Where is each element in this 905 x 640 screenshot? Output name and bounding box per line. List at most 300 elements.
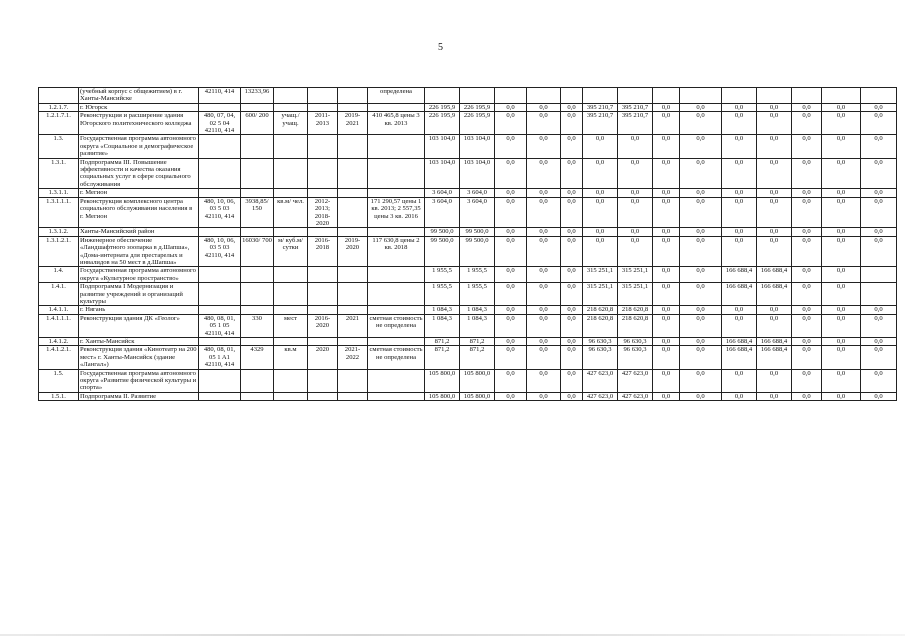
- object-name: Государственная программа автономного округа «Культурное пространство»: [79, 267, 199, 283]
- budget-code: [199, 189, 241, 197]
- amount-col-6: 315 251,1: [583, 283, 618, 306]
- capacity-unit: кв.м/ чел.: [274, 197, 308, 228]
- amount-col-6: 96 630,3: [583, 338, 618, 346]
- amount-col-5: 0,0: [561, 158, 583, 189]
- capacity: [241, 369, 274, 392]
- amount-col-6: [583, 88, 618, 104]
- construction-period: 2021-2022: [338, 346, 368, 369]
- budget-code: 42110, 414: [199, 88, 241, 104]
- table-row: [39, 228, 897, 236]
- amount-col-1: 103 104,0: [425, 135, 460, 158]
- construction-period: [338, 392, 368, 400]
- capacity-unit: [274, 338, 308, 346]
- amount-col-8: 0,0: [653, 338, 680, 346]
- amount-col-4: 0,0: [527, 338, 561, 346]
- row-number: [39, 88, 79, 104]
- budget-code: [199, 158, 241, 189]
- table-body: [39, 88, 897, 401]
- amount-col-3: 0,0: [495, 103, 527, 111]
- amount-col-4: 0,0: [527, 228, 561, 236]
- table-row: [39, 135, 897, 158]
- design-period: [308, 283, 338, 306]
- design-period: [308, 392, 338, 400]
- table-row: [39, 189, 897, 197]
- estimated-cost: [368, 189, 425, 197]
- design-period: [308, 228, 338, 236]
- budget-code: [199, 135, 241, 158]
- table-row: [39, 314, 897, 337]
- amount-col-1: 1 955,5: [425, 267, 460, 283]
- row-number: 1.5.: [39, 369, 79, 392]
- amount-col-2: 871,2: [460, 346, 495, 369]
- capacity: [241, 135, 274, 158]
- amount-col-3: 0,0: [495, 283, 527, 306]
- capacity-unit: [274, 103, 308, 111]
- amount-col-13: [822, 88, 861, 104]
- amount-col-3: 0,0: [495, 306, 527, 314]
- amount-col-8: 0,0: [653, 236, 680, 267]
- amount-col-11: 166 688,4: [757, 267, 792, 283]
- amount-col-12: 0,0: [792, 236, 822, 267]
- construction-period: [338, 369, 368, 392]
- design-period: 2011-2013: [308, 112, 338, 135]
- amount-col-9: 0,0: [680, 283, 722, 306]
- amount-col-12: 0,0: [792, 228, 822, 236]
- amount-col-9: 0,0: [680, 236, 722, 267]
- amount-col-12: 0,0: [792, 314, 822, 337]
- design-period: [308, 135, 338, 158]
- amount-col-6: 427 623,0: [583, 392, 618, 400]
- amount-col-5: 0,0: [561, 346, 583, 369]
- amount-col-3: 0,0: [495, 392, 527, 400]
- amount-col-13: 0,0: [822, 135, 861, 158]
- table-row: [39, 369, 897, 392]
- amount-col-9: [680, 88, 722, 104]
- capacity: [241, 158, 274, 189]
- amount-col-2: [460, 88, 495, 104]
- amount-col-6: 218 620,8: [583, 314, 618, 337]
- estimated-cost: 117 630,8 цены 2 кв. 2018: [368, 236, 425, 267]
- row-number: 1.4.1.1.: [39, 306, 79, 314]
- amount-col-5: 0,0: [561, 236, 583, 267]
- row-number: 1.4.1.2.1.: [39, 346, 79, 369]
- design-period: [308, 103, 338, 111]
- capacity-unit: [274, 158, 308, 189]
- page-number: 5: [438, 42, 443, 53]
- estimated-cost: 171 290,57 цены 1 кв. 2013; 2 557,35 цены 3 кв. 2016: [368, 197, 425, 228]
- amount-col-10: 0,0: [722, 112, 757, 135]
- amount-col-14: [861, 88, 897, 104]
- amount-col-4: 0,0: [527, 392, 561, 400]
- design-period: [308, 189, 338, 197]
- amount-col-13: 0,0: [822, 267, 861, 283]
- amount-col-9: 0,0: [680, 338, 722, 346]
- amount-col-6: 0,0: [583, 228, 618, 236]
- budget-code: 480, 08, 01, 05 1 A1 42110, 414: [199, 346, 241, 369]
- amount-col-8: 0,0: [653, 135, 680, 158]
- object-name: Реконструкция и расширение здания Югорского политехнического колледжа: [79, 112, 199, 135]
- amount-col-13: 0,0: [822, 103, 861, 111]
- amount-col-9: 0,0: [680, 306, 722, 314]
- amount-col-1: 226 195,9: [425, 103, 460, 111]
- row-number: 1.2.1.7.: [39, 103, 79, 111]
- amount-col-14: [861, 267, 897, 283]
- table-row: [39, 236, 897, 267]
- amount-col-14: 0,0: [861, 306, 897, 314]
- object-name: Реконструкция здания ДК «Геолог»: [79, 314, 199, 337]
- amount-col-6: 0,0: [583, 236, 618, 267]
- amount-col-1: 3 604,0: [425, 197, 460, 228]
- amount-col-8: 0,0: [653, 306, 680, 314]
- table-row: [39, 392, 897, 400]
- table-row: [39, 103, 897, 111]
- row-number: 1.5.1.: [39, 392, 79, 400]
- amount-col-4: 0,0: [527, 158, 561, 189]
- amount-col-6: 0,0: [583, 135, 618, 158]
- amount-col-12: 0,0: [792, 283, 822, 306]
- amount-col-8: 0,0: [653, 314, 680, 337]
- capacity: [241, 306, 274, 314]
- design-period: [308, 338, 338, 346]
- capacity-unit: мест: [274, 314, 308, 337]
- amount-col-1: 871,2: [425, 346, 460, 369]
- estimated-cost: [368, 158, 425, 189]
- amount-col-7: 218 620,8: [618, 314, 653, 337]
- construction-period: [338, 189, 368, 197]
- capacity-unit: [274, 228, 308, 236]
- capacity: 3938,85/ 150: [241, 197, 274, 228]
- amount-col-1: 871,2: [425, 338, 460, 346]
- amount-col-3: 0,0: [495, 267, 527, 283]
- amount-col-12: 0,0: [792, 369, 822, 392]
- amount-col-2: 871,2: [460, 338, 495, 346]
- design-period: 2020: [308, 346, 338, 369]
- amount-col-12: [792, 88, 822, 104]
- amount-col-13: 0,0: [822, 112, 861, 135]
- estimated-cost: [368, 228, 425, 236]
- amount-col-13: 0,0: [822, 158, 861, 189]
- amount-col-9: 0,0: [680, 112, 722, 135]
- amount-col-4: 0,0: [527, 267, 561, 283]
- amount-col-4: 0,0: [527, 189, 561, 197]
- amount-col-1: 1 955,5: [425, 283, 460, 306]
- amount-col-7: 315 251,1: [618, 267, 653, 283]
- capacity-unit: [274, 306, 308, 314]
- construction-period: [338, 135, 368, 158]
- amount-col-11: 0,0: [757, 392, 792, 400]
- amount-col-7: 0,0: [618, 135, 653, 158]
- object-name: г. Нягань: [79, 306, 199, 314]
- capacity: [241, 392, 274, 400]
- amount-col-9: 0,0: [680, 392, 722, 400]
- amount-col-1: 99 500,0: [425, 228, 460, 236]
- design-period: 2016-2020: [308, 314, 338, 337]
- amount-col-4: 0,0: [527, 306, 561, 314]
- capacity: 4329: [241, 346, 274, 369]
- table-row: [39, 283, 897, 306]
- amount-col-12: 0,0: [792, 112, 822, 135]
- estimated-cost: [368, 135, 425, 158]
- estimated-cost: [368, 103, 425, 111]
- amount-col-3: 0,0: [495, 135, 527, 158]
- amount-col-6: 395 210,7: [583, 103, 618, 111]
- amount-col-4: 0,0: [527, 112, 561, 135]
- amount-col-6: 96 630,3: [583, 346, 618, 369]
- budget-code: [199, 338, 241, 346]
- amount-col-9: 0,0: [680, 267, 722, 283]
- object-name: Государственная программа автономного округа «Социальное и демографическое развитие»: [79, 135, 199, 158]
- capacity-unit: [274, 189, 308, 197]
- budget-code: 480, 10, 06, 03 5 03 42110, 414: [199, 236, 241, 267]
- amount-col-13: 0,0: [822, 306, 861, 314]
- amount-col-12: 0,0: [792, 189, 822, 197]
- amount-col-8: 0,0: [653, 369, 680, 392]
- row-number: 1.3.1.2.: [39, 228, 79, 236]
- amount-col-14: 0,0: [861, 112, 897, 135]
- amount-col-12: 0,0: [792, 158, 822, 189]
- table-row: [39, 338, 897, 346]
- amount-col-5: 0,0: [561, 103, 583, 111]
- table-row: [39, 267, 897, 283]
- amount-col-11: 0,0: [757, 135, 792, 158]
- table-row: [39, 88, 897, 104]
- amount-col-9: 0,0: [680, 314, 722, 337]
- amount-col-14: 0,0: [861, 103, 897, 111]
- amount-col-5: 0,0: [561, 314, 583, 337]
- amount-col-7: [618, 88, 653, 104]
- budget-code: 480, 07, 04, 02 5 04 42110, 414: [199, 112, 241, 135]
- amount-col-5: 0,0: [561, 369, 583, 392]
- estimated-cost: [368, 283, 425, 306]
- budget-code: 480, 10, 06, 03 5 03 42110, 414: [199, 197, 241, 228]
- amount-col-1: 105 800,0: [425, 392, 460, 400]
- amount-col-1: 3 604,0: [425, 189, 460, 197]
- amount-col-3: 0,0: [495, 197, 527, 228]
- amount-col-9: 0,0: [680, 158, 722, 189]
- construction-period: [338, 158, 368, 189]
- amount-col-2: 226 195,9: [460, 103, 495, 111]
- estimated-cost: [368, 338, 425, 346]
- amount-col-3: 0,0: [495, 112, 527, 135]
- amount-col-8: [653, 88, 680, 104]
- amount-col-9: 0,0: [680, 346, 722, 369]
- amount-col-12: 0,0: [792, 306, 822, 314]
- amount-col-1: [425, 88, 460, 104]
- capacity: [241, 283, 274, 306]
- budget-code: [199, 306, 241, 314]
- amount-col-8: 0,0: [653, 189, 680, 197]
- amount-col-1: 103 104,0: [425, 158, 460, 189]
- table-row: [39, 158, 897, 189]
- object-name: Ханты-Мансийский район: [79, 228, 199, 236]
- amount-col-11: 0,0: [757, 112, 792, 135]
- construction-period: [338, 283, 368, 306]
- amount-col-2: 99 500,0: [460, 236, 495, 267]
- object-name: Реконструкция здания «Кинотеатр на 200 мест» г. Ханты-Мансийск (здание «Лангал»): [80, 346, 197, 369]
- amount-col-2: 1 084,3: [460, 306, 495, 314]
- budget-code: [199, 283, 241, 306]
- amount-col-13: 0,0: [822, 189, 861, 197]
- amount-col-11: 0,0: [757, 197, 792, 228]
- design-period: [308, 88, 338, 104]
- amount-col-7: 0,0: [618, 236, 653, 267]
- amount-col-8: 0,0: [653, 197, 680, 228]
- budget-code: [199, 228, 241, 236]
- capacity: 13233,96: [241, 88, 274, 104]
- amount-col-2: 3 604,0: [460, 189, 495, 197]
- amount-col-8: 0,0: [653, 267, 680, 283]
- estimated-cost: [368, 306, 425, 314]
- amount-col-14: 0,0: [861, 314, 897, 337]
- amount-col-3: 0,0: [495, 228, 527, 236]
- amount-col-10: 166 688,4: [722, 267, 757, 283]
- budget-code: [199, 392, 241, 400]
- amount-col-11: [757, 88, 792, 104]
- capacity-unit: [274, 369, 308, 392]
- row-number: 1.4.1.2.: [39, 338, 79, 346]
- amount-col-8: 0,0: [653, 112, 680, 135]
- object-name: Подпрограмма II. Развитие: [79, 392, 199, 400]
- amount-col-6: 427 623,0: [583, 369, 618, 392]
- construction-period: [338, 228, 368, 236]
- amount-col-11: 0,0: [757, 306, 792, 314]
- amount-col-13: 0,0: [822, 283, 861, 306]
- amount-col-3: 0,0: [495, 338, 527, 346]
- row-number: 1.3.1.: [39, 158, 79, 189]
- amount-col-5: 0,0: [561, 112, 583, 135]
- amount-col-6: 315 251,1: [583, 267, 618, 283]
- amount-col-12: 0,0: [792, 197, 822, 228]
- amount-col-9: 0,0: [680, 189, 722, 197]
- amount-col-7: 315 251,1: [618, 283, 653, 306]
- amount-col-1: 105 800,0: [425, 369, 460, 392]
- amount-col-14: 0,0: [861, 197, 897, 228]
- amount-col-4: 0,0: [527, 103, 561, 111]
- amount-col-7: 0,0: [618, 158, 653, 189]
- row-number: 1.3.1.1.1.: [39, 197, 79, 228]
- amount-col-10: 0,0: [722, 306, 757, 314]
- object-name: г. Мегион: [79, 189, 199, 197]
- capacity-unit: [274, 88, 308, 104]
- scan-edge: [0, 634, 905, 636]
- amount-col-6: 0,0: [583, 189, 618, 197]
- amount-col-9: 0,0: [680, 369, 722, 392]
- amount-col-2: 1 955,5: [460, 283, 495, 306]
- amount-col-3: 0,0: [495, 369, 527, 392]
- amount-col-12: 0,0: [792, 103, 822, 111]
- object-name: (учебный корпус с общежитием) в г. Ханты-Мансийске: [79, 88, 199, 104]
- object-name: Инженерное обеспечение «Ландшафтного зоопарка в д.Шапша», «Дома-интерната для престарелых и инвалидов на 50 мест в д.Шапша»: [79, 236, 199, 267]
- amount-col-2: 103 104,0: [460, 158, 495, 189]
- amount-col-14: 0,0: [861, 158, 897, 189]
- design-period: [308, 158, 338, 189]
- amount-col-9: 0,0: [680, 103, 722, 111]
- amount-col-3: 0,0: [495, 236, 527, 267]
- amount-col-10: 166 688,4: [722, 338, 757, 346]
- amount-col-13: 0,0: [822, 228, 861, 236]
- amount-col-7: 427 623,0: [618, 392, 653, 400]
- capacity-unit: учащ./ учащ.: [274, 112, 308, 135]
- construction-period: [338, 306, 368, 314]
- amount-col-4: 0,0: [527, 314, 561, 337]
- amount-col-12: 0,0: [792, 346, 822, 369]
- construction-period: 2019-2021: [338, 112, 368, 135]
- capacity: 600/ 200: [241, 112, 274, 135]
- amount-col-5: 0,0: [561, 189, 583, 197]
- amount-col-2: 105 800,0: [460, 369, 495, 392]
- amount-col-11: 0,0: [757, 189, 792, 197]
- estimated-cost: [368, 267, 425, 283]
- object-name: Реконструкция комплексного центра социального обслуживания населения в г. Мегион: [79, 197, 199, 228]
- capacity: [241, 103, 274, 111]
- amount-col-4: 0,0: [527, 346, 561, 369]
- amount-col-7: 395 210,7: [618, 112, 653, 135]
- amount-col-5: 0,0: [561, 283, 583, 306]
- amount-col-4: 0,0: [527, 236, 561, 267]
- amount-col-9: 0,0: [680, 135, 722, 158]
- budget-code: [199, 103, 241, 111]
- amount-col-4: 0,0: [527, 197, 561, 228]
- amount-col-11: 166 688,4: [757, 283, 792, 306]
- table-row: [39, 112, 897, 135]
- amount-col-11: 0,0: [757, 236, 792, 267]
- capacity-unit: [274, 283, 308, 306]
- table-row: [39, 306, 897, 314]
- amount-col-13: 0,0: [822, 369, 861, 392]
- amount-col-2: 99 500,0: [460, 228, 495, 236]
- estimated-cost: определена: [368, 88, 425, 104]
- amount-col-14: [861, 283, 897, 306]
- amount-col-1: 1 084,3: [425, 314, 460, 337]
- amount-col-14: 0,0: [861, 135, 897, 158]
- capacity-unit: [274, 135, 308, 158]
- budget-code: 480, 08, 01, 05 1 05 42110, 414: [199, 314, 241, 337]
- amount-col-10: 0,0: [722, 236, 757, 267]
- amount-col-4: [527, 88, 561, 104]
- amount-col-3: 0,0: [495, 314, 527, 337]
- amount-col-10: 0,0: [722, 197, 757, 228]
- amount-col-7: 0,0: [618, 197, 653, 228]
- capacity: [241, 189, 274, 197]
- amount-col-11: 0,0: [757, 228, 792, 236]
- amount-col-3: 0,0: [495, 158, 527, 189]
- capacity-unit: м/ куб.м/ сутки: [274, 236, 308, 267]
- amount-col-5: 0,0: [561, 306, 583, 314]
- amount-col-13: 0,0: [822, 392, 861, 400]
- amount-col-1: 1 084,3: [425, 306, 460, 314]
- amount-col-1: 99 500,0: [425, 236, 460, 267]
- amount-col-10: 0,0: [722, 228, 757, 236]
- row-number: 1.3.: [39, 135, 79, 158]
- amount-col-10: [722, 88, 757, 104]
- amount-col-6: 0,0: [583, 158, 618, 189]
- row-number: 1.4.1.: [39, 283, 79, 306]
- amount-col-7: 427 623,0: [618, 369, 653, 392]
- capacity: 16030/ 700: [241, 236, 274, 267]
- amount-col-9: 0,0: [680, 197, 722, 228]
- amount-col-2: 1 084,3: [460, 314, 495, 337]
- capacity: [241, 228, 274, 236]
- amount-col-4: 0,0: [527, 283, 561, 306]
- amount-col-1: 226 195,9: [425, 112, 460, 135]
- amount-col-2: 226 195,9: [460, 112, 495, 135]
- construction-period: [338, 103, 368, 111]
- amount-col-5: 0,0: [561, 392, 583, 400]
- investment-table: [38, 87, 897, 401]
- amount-col-10: 0,0: [722, 103, 757, 111]
- estimated-cost: [368, 369, 425, 392]
- row-number: 1.4.: [39, 267, 79, 283]
